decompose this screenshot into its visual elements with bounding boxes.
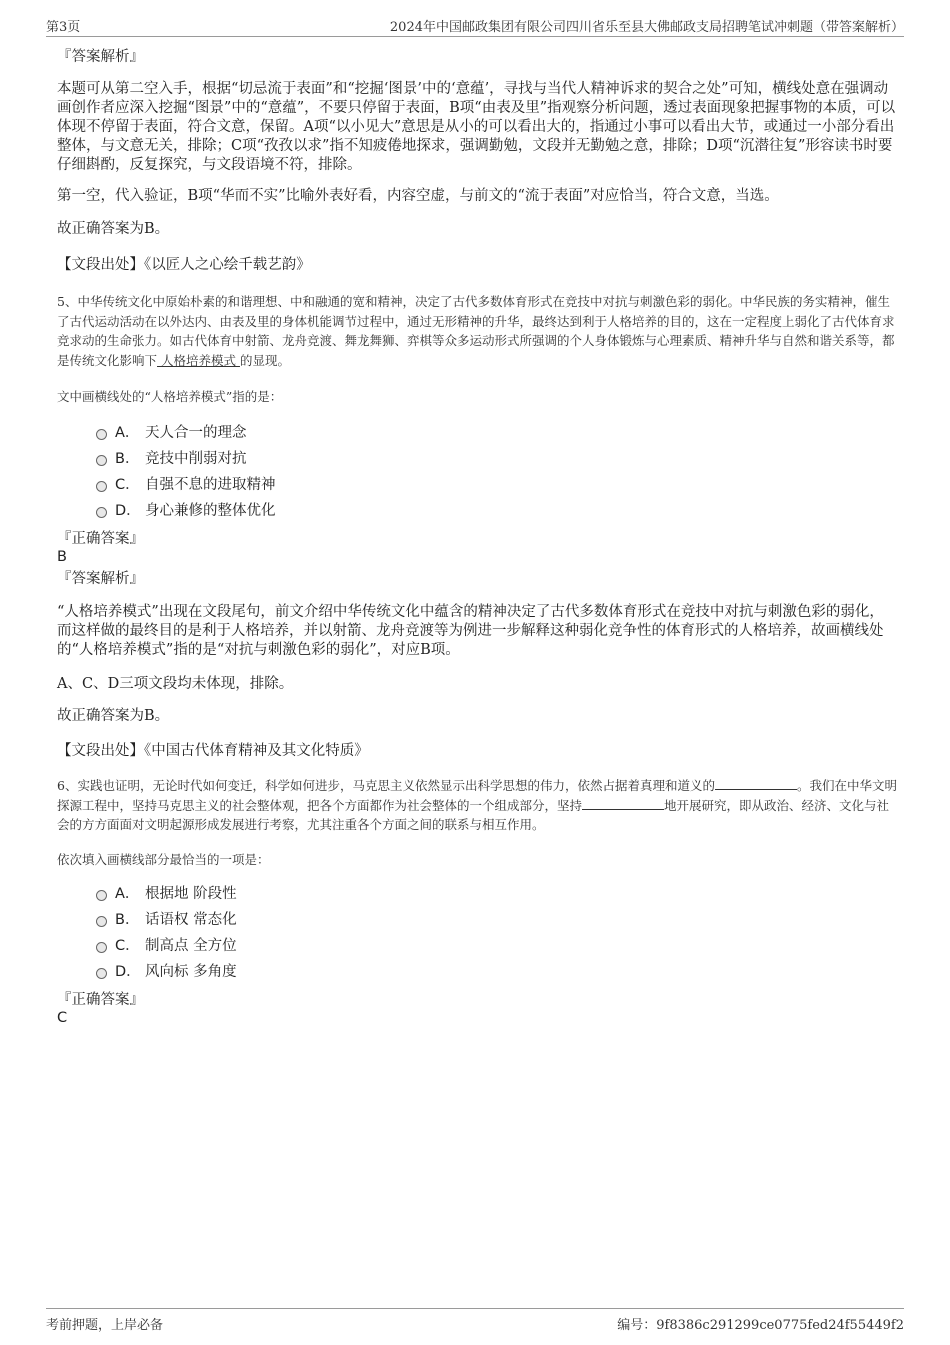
q6-option-a[interactable]: A． 根据地 阶段性 xyxy=(96,885,237,903)
q6-option-d[interactable]: D． 风向标 多角度 xyxy=(96,963,237,981)
radio-icon[interactable] xyxy=(96,507,107,518)
q4-analysis-paragraph-1: 本题可从第二空入手，根据“切忌流于表面”和“挖掘‘图景’中的‘意蕴’，寻找与当代人精神诉求的契合之处”可知，横线处意在强调动画创作者应深入挖掘“图景”中的“意蕴”，不要只停留于表面，B项“由表及里”指观察分析问题，透过表面现象把握事物的本质，可以体现不停留于表面，符合文意，保留。A项“以小见大”意思是从小的可以看出大的，指通过小事可以看出大节，或通过一小部分看出整体，与文意无关，排除；C项“孜孜以求”指不知疲倦地探求，强调勤勉，文段并无勤勉之意，排除；D项“沉潜往复”形容读书时要仔细斟酌，反复探究，与文段语境不符，排除。 xyxy=(57,81,896,173)
q6-answer-label: 『正确答案』 xyxy=(57,992,144,1008)
q5-analysis-paragraph-1: “人格培养模式”出现在文段尾句，前文介绍中华传统文化中蕴含的精神决定了古代多数体育形式在竞技中对抗与刺激色彩的弱化，而这样做的最终目的是利于人格培养，并以射箭、龙舟竞渡等为例进一步解释这种弱化竞争性的体育形式的人格培养，故画横线处的“人格培养模式”指的是“对抗与刺激色彩的弱化”，对应B项。 xyxy=(57,604,884,658)
q5-answer: B xyxy=(57,549,67,565)
q5-analysis-label: 『答案解析』 xyxy=(57,571,144,587)
q5-option-d[interactable]: D． 身心兼修的整体优化 xyxy=(96,502,276,520)
radio-icon[interactable] xyxy=(96,916,107,927)
q5-question: 文中画横线处的“人格培养模式”指的是： xyxy=(57,389,283,404)
footer-slogan: 考前押题，上岸必备 xyxy=(46,1318,164,1333)
radio-icon[interactable] xyxy=(96,968,107,979)
page-header xyxy=(46,14,904,37)
q5-stem-before: 5、中华传统文化中原始朴素的和谐理想、中和融通的宽和精神，决定了古代多数体育形式在竞技中对抗与刺激色彩的弱化。中华民族的务实精神，催生了古代运动活动在以外达内、由表及里的身体机能调节过程中，通过无形精神的升华，最终达到利于人格培养的目的，这在一定程度上弱化了古代体育求竞求动的生命张力。如古代体育中射箭、龙舟竞渡、舞龙舞狮、弈棋等众多运动形式所强调的个人身体锻炼与心理素质、精神升华与自然和谐关系等，都是传统文化影响下 xyxy=(57,294,895,368)
document-title: 2024年中国邮政集团有限公司四川省乐至县大佛邮政支局招聘笔试冲刺题（带答案解析） xyxy=(389,20,904,35)
q6-stem-part-2: 。我们在中华文明探源工程中，坚持马克思主义的社会整体观，把各个方面都作为社会整体的一个组成部分，坚持 xyxy=(57,778,897,813)
q4-source: 【文段出处】《以匠人之心绘千载艺韵》 xyxy=(57,257,311,273)
q4-analysis-paragraph-3: 故正确答案为B。 xyxy=(57,221,170,237)
q6-stem xyxy=(57,776,897,835)
q5-stem xyxy=(57,292,897,370)
radio-icon[interactable] xyxy=(96,890,107,901)
q4-analysis-label: 『答案解析』 xyxy=(57,49,144,65)
q6-question: 依次填入画横线部分最恰当的一项是： xyxy=(57,852,270,867)
q5-stem-after: 的显现。 xyxy=(239,352,290,368)
q6-option-b[interactable]: B． 话语权 常态化 xyxy=(96,911,237,929)
radio-icon[interactable] xyxy=(96,429,107,440)
q6-blank-1 xyxy=(715,777,797,790)
q6-stem-part-3: 地开展研究，即从政治、经济、文化与社会的方方面面对文明起源形成发展进行考察，尤其注重各个方面之间的联系与相互作用。 xyxy=(57,797,890,832)
q6-blank-2 xyxy=(582,797,664,810)
q6-option-c[interactable]: C． 制高点 全方位 xyxy=(96,937,237,955)
q6-stem-part-1: 6、实践也证明，无论时代如何变迁，科学如何进步，马克思主义依然显示出科学思想的伟力，依然占据着真理和道义的 xyxy=(57,778,715,793)
radio-icon[interactable] xyxy=(96,942,107,953)
q5-stem-underlined: 人格培养模式 xyxy=(157,352,240,368)
radio-icon[interactable] xyxy=(96,455,107,466)
q5-option-c[interactable]: C． 自强不息的进取精神 xyxy=(96,476,276,494)
document-id: 编号：9f8386c291299ce0775fed24f55449f2 xyxy=(617,1318,904,1333)
q5-answer-label: 『正确答案』 xyxy=(57,531,144,547)
q5-analysis-paragraph-2: A、C、D三项文段均未体现，排除。 xyxy=(57,676,294,692)
page-footer xyxy=(46,1308,904,1331)
q5-option-a[interactable]: A． 天人合一的理念 xyxy=(96,424,247,442)
q5-option-b[interactable]: B． 竞技中削弱对抗 xyxy=(96,450,247,468)
page-number: 第3页 xyxy=(46,20,81,35)
q5-analysis-paragraph-3: 故正确答案为B。 xyxy=(57,708,170,724)
q6-answer: C xyxy=(57,1010,68,1026)
q5-source: 【文段出处】《中国古代体育精神及其文化特质》 xyxy=(57,743,369,759)
q4-analysis-paragraph-2: 第一空，代入验证，B项“华而不实”比喻外表好看，内容空虚，与前文的“流于表面”对应恰当，符合文意，当选。 xyxy=(57,188,779,204)
radio-icon[interactable] xyxy=(96,481,107,492)
